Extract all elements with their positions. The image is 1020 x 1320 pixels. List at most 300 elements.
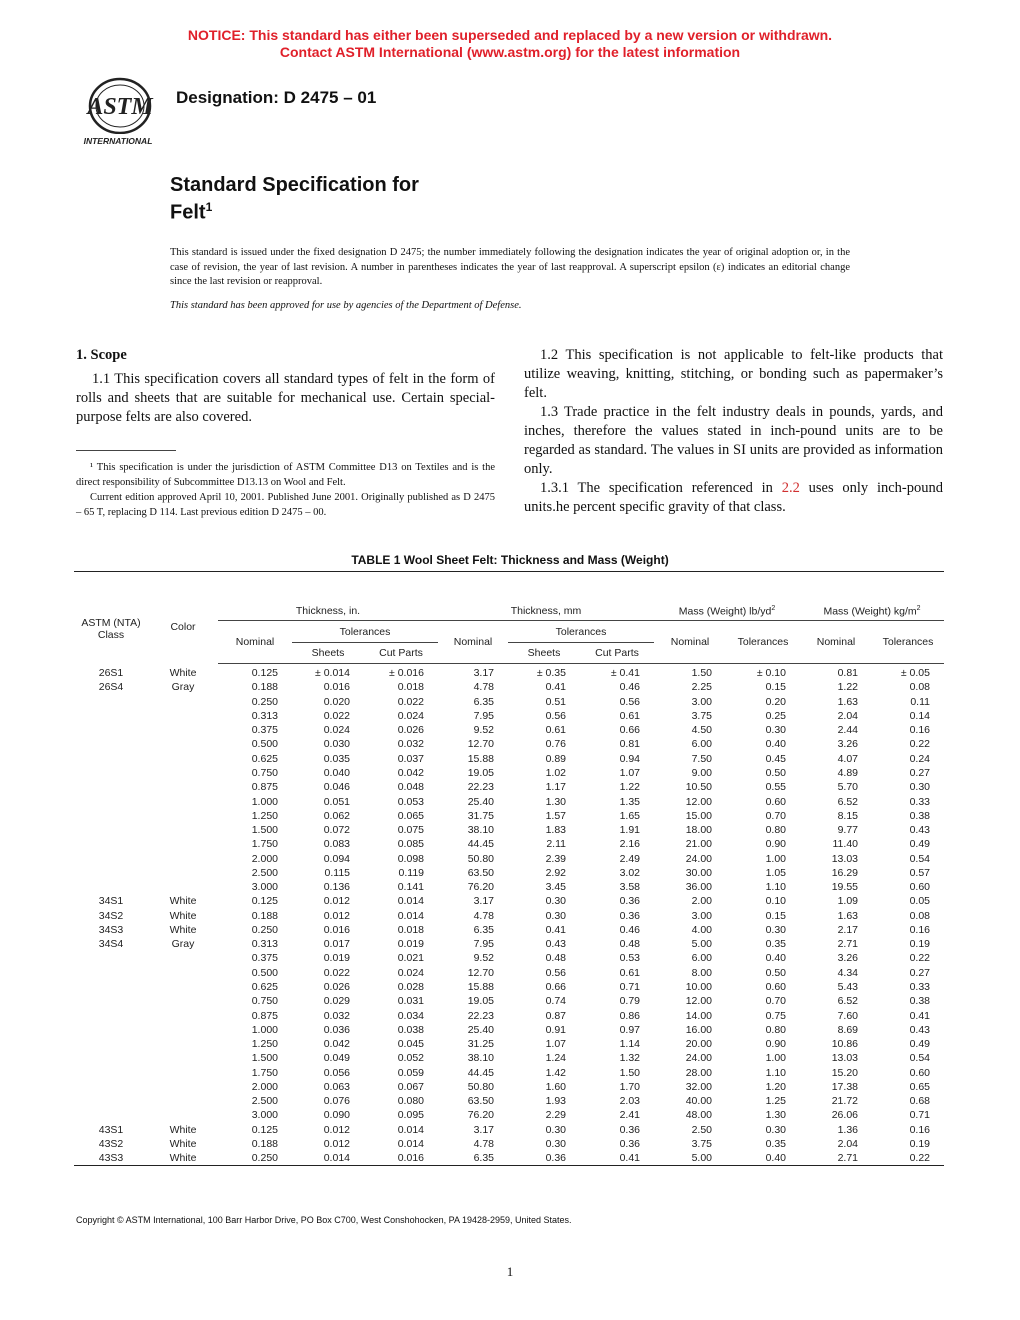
table-cell: Gray — [171, 681, 195, 694]
table-cell: 1.07 — [545, 1038, 566, 1051]
table-cell: 76.20 — [467, 1109, 494, 1122]
table-cell: 0.30 — [909, 781, 930, 794]
table-cell: 0.68 — [909, 1095, 930, 1108]
page-number: 1 — [506, 1264, 514, 1279]
table-cell: 0.35 — [765, 938, 786, 951]
table-cell: 5.00 — [691, 938, 712, 951]
table-cell: 7.60 — [837, 1009, 858, 1022]
table-cell: 17.38 — [831, 1080, 858, 1093]
table-cell: 3.45 — [545, 881, 566, 894]
table-cell: 4.50 — [691, 724, 712, 737]
table-cell: 0.70 — [765, 995, 786, 1008]
table-cell: 0.024 — [397, 966, 424, 979]
table-cell: 0.57 — [909, 866, 930, 879]
table-cell: 0.035 — [323, 752, 350, 765]
table-cell: 34S2 — [98, 909, 124, 922]
table-cell: 26S1 — [98, 666, 124, 679]
table-cell: 0.875 — [251, 1009, 278, 1022]
table-cell: 0.188 — [251, 1137, 278, 1150]
table-cell: 0.019 — [323, 952, 350, 965]
table-cell — [148, 1065, 218, 1079]
felt-table-body — [74, 664, 944, 1166]
table-cell: 19.05 — [467, 995, 494, 1008]
table-row — [74, 1137, 944, 1151]
table-cell: 0.30 — [765, 1123, 786, 1136]
table-cell: 6.00 — [691, 738, 712, 751]
table-cell: 0.48 — [545, 952, 566, 965]
table-cell: 0.083 — [323, 838, 350, 851]
table-cell: 22.23 — [467, 781, 494, 794]
table-cell — [74, 1094, 148, 1108]
table-cell: 0.014 — [397, 909, 424, 922]
table-cell — [148, 994, 218, 1008]
table-cell: 20.00 — [685, 1038, 712, 1051]
table-cell: 11.40 — [832, 838, 858, 851]
table-caption: TABLE 1 Wool Sheet Felt: Thickness and Mass (Weight) — [351, 553, 669, 567]
table-cell: 0.24 — [909, 752, 930, 765]
table-cell: 0.032 — [323, 1009, 350, 1022]
table-row — [74, 737, 944, 751]
table-cell: 0.36 — [619, 895, 640, 908]
col-header-tolerances-mm: Tolerances — [508, 621, 654, 643]
table-cell: 4.07 — [837, 752, 858, 765]
table-cell: 0.36 — [508, 1151, 580, 1166]
table-cell: 0.90 — [765, 1038, 786, 1051]
table-cell — [148, 1051, 218, 1065]
table-cell: 0.30 — [765, 724, 786, 737]
table-cell: 0.54 — [909, 1052, 930, 1065]
table-cell: 44.45 — [467, 1066, 494, 1079]
table-cell: 9.77 — [837, 824, 858, 837]
table-cell: 1.09 — [837, 895, 858, 908]
table-cell: 0.36 — [619, 1123, 640, 1136]
table-cell — [74, 695, 148, 709]
table-cell: 1.24 — [545, 1052, 566, 1065]
table-cell: 3.17 — [473, 667, 494, 680]
table-cell: 5.70 — [837, 781, 858, 794]
table-cell: 0.085 — [397, 838, 424, 851]
notice-line-2: Contact ASTM International (www.astm.org) for the latest information — [279, 44, 741, 60]
table-cell: 48.00 — [685, 1109, 712, 1122]
table-cell — [74, 837, 148, 851]
table-cell — [74, 709, 148, 723]
table-cell: 0.063 — [323, 1080, 350, 1093]
table-cell: 0.71 — [619, 980, 640, 993]
title-line-1: Standard Specification for — [170, 174, 419, 196]
table-cell — [74, 951, 148, 965]
table-cell: 0.14 — [909, 709, 930, 722]
table-cell: 76.20 — [467, 881, 494, 894]
table-cell: White — [169, 895, 197, 908]
table-cell: 1.91 — [619, 824, 640, 837]
table-cell: 0.313 — [251, 709, 278, 722]
table-cell: 0.41 — [909, 1009, 930, 1022]
table-cell: 0.19 — [909, 938, 930, 951]
table-cell: 0.021 — [397, 952, 424, 965]
table-cell: 32.00 — [685, 1080, 712, 1093]
table-cell: 0.35 — [765, 1137, 786, 1150]
table-cell: 25.40 — [467, 795, 494, 808]
table-cell: 9.52 — [473, 952, 494, 965]
table-cell — [148, 709, 218, 723]
page-title — [170, 174, 419, 224]
table-cell: 25.40 — [467, 1023, 494, 1036]
table-cell: 0.012 — [323, 895, 350, 908]
dod-approval: This standard has been approved for use by agencies of the Department of Defense. — [170, 300, 522, 311]
table-cell: 0.60 — [765, 795, 786, 808]
table-cell — [74, 823, 148, 837]
col-header-tolerances-in: Tolerances — [292, 621, 438, 643]
table-cell: 0.41 — [545, 923, 566, 936]
table-cell: 0.20 — [765, 695, 786, 708]
table-cell — [148, 737, 218, 751]
column-left — [76, 346, 495, 427]
table-cell: 4.78 — [473, 681, 494, 694]
table-cell: 19.55 — [831, 881, 858, 894]
table-cell: 0.51 — [545, 695, 566, 708]
col-header-cutparts-in: Cut Parts — [364, 643, 438, 664]
table-cell: 0.33 — [909, 795, 930, 808]
table-cell: 0.66 — [545, 980, 566, 993]
para-1-2: 1.2 This specification is not applicable to felt-like products that utilize weaving, knitting, stitching, or bonding such as papermaker’s felt. — [524, 347, 943, 401]
table-cell: 15.00 — [685, 809, 712, 822]
table-cell: ± 0.41 — [610, 667, 640, 680]
table-cell: 0.095 — [397, 1109, 424, 1122]
table-cell: 0.030 — [323, 738, 350, 751]
table-cell: 0.020 — [323, 695, 350, 708]
table-cell: 0.33 — [909, 980, 930, 993]
table-cell: 15.88 — [467, 752, 494, 765]
table-cell — [148, 695, 218, 709]
table-cell: 6.52 — [837, 795, 858, 808]
table-cell — [74, 723, 148, 737]
table-cell: 3.26 — [837, 738, 858, 751]
table-cell: 0.028 — [397, 980, 424, 993]
table-cell: 0.045 — [397, 1038, 424, 1051]
table-cell: 0.040 — [323, 766, 350, 779]
table-cell: 3.58 — [619, 881, 640, 894]
table-row — [74, 780, 944, 794]
table-cell: 0.067 — [397, 1080, 424, 1093]
table-cell: 1.57 — [545, 809, 566, 822]
table-cell — [74, 780, 148, 794]
col-header-nominal-kg: Nominal — [800, 621, 872, 664]
table-cell: 0.098 — [397, 852, 424, 865]
table-cell: 3.00 — [691, 909, 712, 922]
table-cell: 2.04 — [837, 1137, 858, 1150]
table-cell: 0.080 — [397, 1095, 424, 1108]
table-cell: 0.125 — [251, 667, 278, 680]
table-cell: 15.88 — [467, 980, 494, 993]
table-cell: 0.27 — [909, 766, 930, 779]
table-cell: Gray — [171, 938, 195, 951]
table-cell: 2.29 — [545, 1109, 566, 1122]
table-cell: 2.41 — [619, 1109, 640, 1122]
table-cell: 16.29 — [831, 866, 858, 879]
table-cell: 0.094 — [323, 852, 350, 865]
table-cell: 0.08 — [909, 909, 930, 922]
table-cell: 8.69 — [837, 1023, 858, 1036]
col-header-nominal-in: Nominal — [218, 621, 292, 664]
table-cell: 0.36 — [619, 1137, 640, 1150]
table-cell: 1.93 — [545, 1095, 566, 1108]
table-cell: 0.037 — [397, 752, 424, 765]
table-cell: 0.046 — [323, 781, 350, 794]
table-cell: 6.52 — [837, 995, 858, 1008]
table-cell — [148, 1008, 218, 1022]
table-cell: 0.38 — [909, 809, 930, 822]
table-cell: 0.79 — [619, 995, 640, 1008]
table-row — [74, 823, 944, 837]
withdrawal-notice — [0, 27, 1020, 61]
table-cell — [148, 1037, 218, 1051]
table-cell: 0.032 — [397, 738, 424, 751]
table-cell: 0.018 — [397, 923, 424, 936]
table-cell — [148, 866, 218, 880]
table-cell: 21.00 — [685, 838, 712, 851]
table-cell: 0.053 — [397, 795, 424, 808]
table-cell: White — [169, 923, 197, 936]
table-cell: 12.00 — [685, 995, 712, 1008]
para-1-3-1: 1.3.1 The specification referenced in 2.2 uses only inch-pound units.he percent specific gravity of that class. — [524, 480, 944, 515]
table-cell: 0.052 — [397, 1052, 424, 1065]
table-cell: 0.22 — [872, 1151, 944, 1166]
table-cell — [148, 752, 218, 766]
notice-line-1: NOTICE: This standard has either been superseded and replaced by a new version or withdrawn. — [187, 27, 833, 43]
table-row — [74, 980, 944, 994]
table-cell: 2.11 — [546, 838, 566, 851]
table-cell: 0.90 — [765, 838, 786, 851]
table-cell — [74, 980, 148, 994]
table-cell: 0.08 — [909, 681, 930, 694]
table-cell: 2.000 — [251, 852, 278, 865]
table-row — [74, 894, 944, 908]
table-cell: 6.35 — [473, 923, 494, 936]
table-cell — [74, 752, 148, 766]
table-cell: 1.02 — [545, 766, 566, 779]
table-row — [74, 837, 944, 851]
table-cell: 0.500 — [251, 738, 278, 751]
table-row — [74, 794, 944, 808]
table-cell: 0.50 — [765, 966, 786, 979]
table-cell: 0.56 — [545, 966, 566, 979]
table-cell: 0.136 — [323, 881, 350, 894]
table-cell: 0.076 — [323, 1095, 350, 1108]
table-cell: 0.38 — [909, 995, 930, 1008]
col-header-tolerances-kg: Tolerances — [872, 621, 944, 664]
table-row — [74, 1123, 944, 1137]
table-cell — [148, 766, 218, 780]
table-cell: 1.10 — [765, 881, 786, 894]
table-cell: 0.94 — [619, 752, 640, 765]
table-cell: 0.016 — [323, 923, 350, 936]
table-cell: 38.10 — [467, 1052, 494, 1065]
table-cell: 3.000 — [251, 881, 278, 894]
table-cell: 0.43 — [545, 938, 566, 951]
table-cell: 3.75 — [691, 1137, 712, 1150]
table-row — [74, 709, 944, 723]
table-cell: 18.00 — [685, 824, 712, 837]
table-cell: 0.86 — [619, 1009, 640, 1022]
table-cell — [74, 766, 148, 780]
table-cell: 0.188 — [251, 681, 278, 694]
table-cell: 1.20 — [765, 1080, 786, 1093]
table-cell: White — [148, 1151, 218, 1166]
logo-subtext: INTERNATIONAL — [83, 136, 153, 146]
table-cell: 0.53 — [619, 952, 640, 965]
table-cell: 24.00 — [685, 1052, 712, 1065]
table-cell: 14.00 — [685, 1009, 712, 1022]
table-cell: ± 0.05 — [900, 667, 930, 680]
table-cell: 0.031 — [397, 995, 424, 1008]
table-row — [74, 923, 944, 937]
table-cell: 8.15 — [837, 809, 858, 822]
table-row — [74, 951, 944, 965]
table-cell — [74, 737, 148, 751]
table-cell: 13.03 — [831, 1052, 858, 1065]
table-cell: 0.60 — [909, 1066, 930, 1079]
table-cell — [148, 1023, 218, 1037]
table-cell: 1.32 — [619, 1052, 640, 1065]
table-cell: 0.012 — [323, 1137, 350, 1150]
table-cell: 0.55 — [765, 781, 786, 794]
table-cell: 2.25 — [691, 681, 712, 694]
table-cell: 50.80 — [467, 852, 494, 865]
table-cell: 0.022 — [323, 709, 350, 722]
table-cell: 31.25 — [467, 1038, 494, 1051]
table-cell: 44.45 — [467, 838, 494, 851]
table-row — [74, 1151, 944, 1166]
table-cell: 2.49 — [619, 852, 640, 865]
table-cell: 2.17 — [837, 923, 858, 936]
table-cell — [74, 994, 148, 1008]
table-cell: 28.00 — [685, 1066, 712, 1079]
col-header-thickness-in: Thickness, in. — [218, 594, 438, 621]
table-cell: 1.25 — [765, 1095, 786, 1108]
table-cell: 7.50 — [691, 752, 712, 765]
footnote — [76, 460, 495, 520]
table-cell: 0.16 — [909, 923, 930, 936]
table-cell: 0.056 — [323, 1066, 350, 1079]
table-cell: 2.04 — [837, 709, 858, 722]
table-cell — [74, 880, 148, 894]
table-cell: ± 0.10 — [756, 667, 786, 680]
designation: Designation: D 2475 – 01 — [176, 88, 377, 107]
table-cell: 0.56 — [619, 695, 640, 708]
table-cell: 1.05 — [765, 866, 786, 879]
table-cell: 43S1 — [98, 1123, 124, 1136]
table-cell: 0.022 — [323, 966, 350, 979]
footnote-edition: Current edition approved April 10, 2001. Published June 2001. Originally published as D 2475 – 65 T, replacing D 114. Last previous edition D 2475 – 00. — [76, 492, 495, 518]
table-cell: 21.72 — [831, 1095, 858, 1108]
table-cell: 1.250 — [251, 809, 278, 822]
table-cell: 0.81 — [619, 738, 640, 751]
table-cell: 34S1 — [98, 895, 124, 908]
column-right — [524, 346, 943, 517]
table-cell: 43S3 — [74, 1151, 148, 1166]
table-cell: 0.30 — [545, 909, 566, 922]
table-cell: 1.14 — [619, 1038, 640, 1051]
table-cell: 12.00 — [685, 795, 712, 808]
col-header-tolerances-lb: Tolerances — [726, 621, 800, 664]
table-cell: 34S3 — [98, 923, 124, 936]
table-cell: 4.78 — [473, 909, 494, 922]
table-cell: 1.22 — [837, 681, 858, 694]
table-cell: White — [169, 909, 197, 922]
table-cell: 1.83 — [545, 824, 566, 837]
table-row — [74, 752, 944, 766]
table-row — [74, 880, 944, 894]
table-cell: 0.45 — [765, 752, 786, 765]
table-cell: 1.750 — [251, 838, 278, 851]
table-cell: 13.03 — [831, 852, 858, 865]
table-cell — [74, 1037, 148, 1051]
table-row — [74, 1108, 944, 1122]
table-cell: 0.075 — [397, 824, 424, 837]
table-cell: 0.43 — [909, 1023, 930, 1036]
table-cell: 0.50 — [765, 766, 786, 779]
col-header-class: ASTM (NTA) Class — [81, 616, 141, 641]
table-cell — [148, 851, 218, 865]
table-cell: 9.00 — [691, 766, 712, 779]
table-cell: 7.95 — [473, 709, 494, 722]
table-cell: 0.22 — [909, 738, 930, 751]
logo-text: ASTM — [87, 94, 153, 120]
table-cell: 3.17 — [473, 1123, 494, 1136]
table-cell: 24.00 — [685, 852, 712, 865]
table-cell: 1.60 — [545, 1080, 566, 1093]
title-line-2: Felt — [170, 201, 206, 224]
table-cell: 2.71 — [837, 938, 858, 951]
table-cell: 1.500 — [251, 824, 278, 837]
table-cell: 2.03 — [619, 1095, 640, 1108]
col-header-nominal-lb: Nominal — [654, 621, 726, 664]
table-cell: 0.61 — [619, 709, 640, 722]
table-cell: 0.014 — [397, 1137, 424, 1150]
table-cell: 0.012 — [323, 1123, 350, 1136]
section-link-2-2[interactable]: 2.2 — [781, 480, 800, 496]
table-cell: 0.012 — [323, 909, 350, 922]
table-cell: 0.313 — [251, 938, 278, 951]
title-footnote-mark: 1 — [205, 200, 213, 214]
table-cell: 1.50 — [691, 667, 712, 680]
table-cell: 38.10 — [467, 824, 494, 837]
table-cell: 0.70 — [765, 809, 786, 822]
table-cell: 0.49 — [909, 1038, 930, 1051]
table-cell: 40.00 — [685, 1095, 712, 1108]
table-row — [74, 664, 944, 681]
table-cell: 0.30 — [545, 895, 566, 908]
footnote-1: ¹ This specification is under the jurisdiction of ASTM Committee D13 on Textiles and is the direct responsibility of Subcommittee D13.13 on Wool and Felt. — [76, 462, 495, 488]
table-cell: 0.48 — [619, 938, 640, 951]
table-cell: 0.072 — [323, 824, 350, 837]
astm-logo — [76, 76, 160, 148]
table-row — [74, 1037, 944, 1051]
table-cell: 0.97 — [619, 1023, 640, 1036]
table-cell: 2.50 — [691, 1123, 712, 1136]
table-cell — [148, 966, 218, 980]
table-cell: 1.10 — [765, 1066, 786, 1079]
table-cell: 0.65 — [909, 1080, 930, 1093]
table-cell: 2.39 — [545, 852, 566, 865]
table-cell: 0.141 — [397, 881, 424, 894]
table-cell: 0.30 — [765, 923, 786, 936]
table-cell: 0.75 — [765, 1009, 786, 1022]
table-cell: 30.00 — [685, 866, 712, 879]
table-cell: 0.042 — [397, 766, 424, 779]
table-row — [74, 1080, 944, 1094]
table-cell: 0.80 — [765, 824, 786, 837]
